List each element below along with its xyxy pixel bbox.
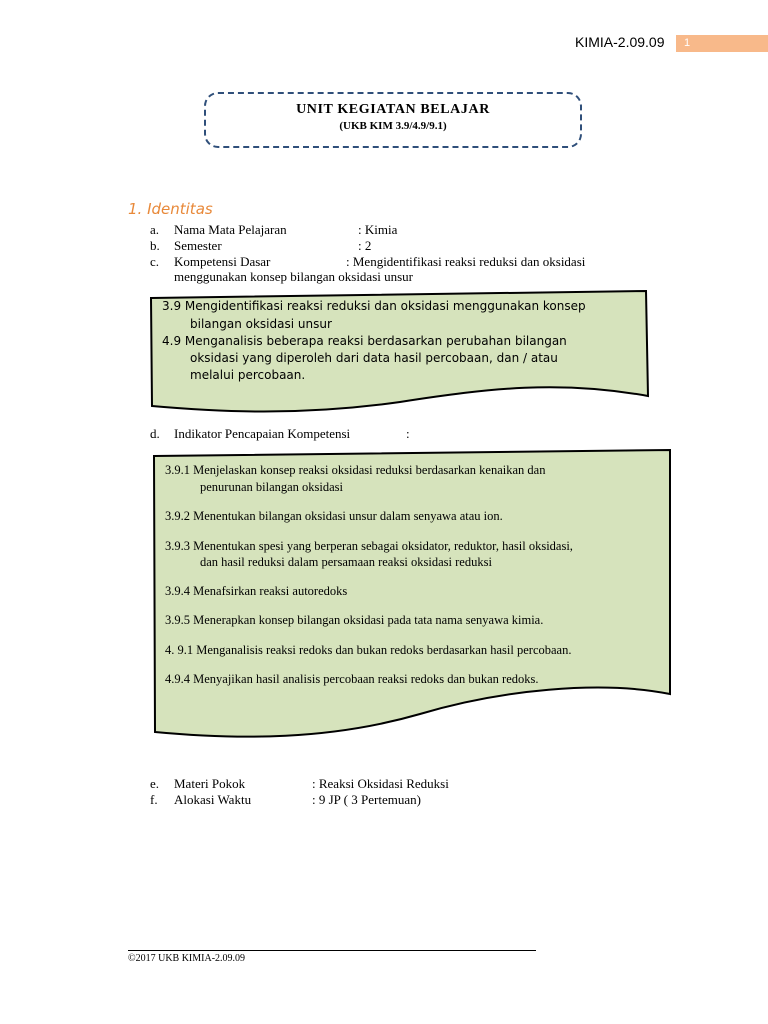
row-marker: a.	[150, 222, 160, 237]
row-marker: d.	[150, 426, 160, 441]
indikator-item-6: 4. 9.1 Menganalisis reaksi redoks dan bukan redoks berdasarkan hasil percobaan.	[165, 643, 572, 657]
indikator-item-3: 3.9.3 Menentukan spesi yang berperan sebagai oksidator, reduktor, hasil oksidasi,	[165, 539, 573, 553]
kompetensi-line-1: 3.9 Mengidentifikasi reaksi reduksi dan oksidasi menggunakan konsep	[162, 299, 586, 313]
row-label: Semester	[174, 238, 222, 253]
kompetensi-line-3: 4.9 Menganalisis beberapa reaksi berdasarkan perubahan bilangan	[162, 334, 567, 348]
row-value: :	[406, 426, 410, 441]
row-label: Kompetensi Dasar	[174, 254, 271, 269]
indikator-item-7: 4.9.4 Menyajikan hasil analisis percobaan reaksi redoks dan bukan redoks.	[165, 672, 539, 686]
row-value: : 2	[358, 238, 372, 253]
row-label: Alokasi Waktu	[174, 792, 252, 807]
indikator-item-1: 3.9.1 Menjelaskan konsep reaksi oksidasi reduksi berdasarkan kenaikan dan	[165, 463, 546, 477]
row-marker: c.	[150, 254, 160, 269]
footer-copyright: ©2017 UKB KIMIA-2.09.09	[128, 953, 246, 964]
row-label: Indikator Pencapaian Kompetensi	[174, 426, 351, 441]
indikator-item-2: 3.9.2 Menentukan bilangan oksidasi unsur dalam senyawa atau ion.	[165, 509, 503, 523]
row-label: Nama Mata Pelajaran	[174, 222, 287, 237]
row-value: : Mengidentifikasi reaksi reduksi dan oksidasi	[346, 254, 586, 269]
indikator-item-1-cont: penurunan bilangan oksidasi	[200, 480, 344, 494]
row-marker: e.	[150, 776, 160, 791]
row-value-continuation: menggunakan konsep bilangan oksidasi unsur	[174, 269, 414, 284]
kompetensi-line-2: bilangan oksidasi unsur	[190, 317, 332, 331]
indikator-item-3-cont: dan hasil reduksi dalam persamaan reaksi oksidasi reduksi	[200, 555, 492, 569]
kompetensi-line-4: oksidasi yang diperoleh dari data hasil percobaan, dan / atau	[190, 351, 558, 365]
row-value: : Kimia	[358, 222, 398, 237]
section-heading: 1. Identitas	[128, 200, 213, 218]
kompetensi-line-5: melalui percobaan.	[190, 368, 306, 382]
page-title: UNIT KEGIATAN BELAJAR	[296, 102, 490, 117]
row-value: : 9 JP ( 3 Pertemuan)	[312, 792, 421, 807]
row-label: Materi Pokok	[174, 776, 246, 791]
row-marker: f.	[150, 792, 158, 807]
row-value: : Reaksi Oksidasi Reduksi	[312, 776, 449, 791]
indikator-item-5: 3.9.5 Menerapkan konsep bilangan oksidasi pada tata nama senyawa kimia.	[165, 613, 544, 627]
document-code: KIMIA-2.09.09	[575, 34, 665, 50]
row-marker: b.	[150, 238, 160, 253]
page-subtitle: (UKB KIM 3.9/4.9/9.1)	[339, 120, 447, 132]
indikator-item-4: 3.9.4 Menafsirkan reaksi autoredoks	[165, 584, 348, 598]
footer-divider	[128, 950, 536, 951]
page-number-badge: 1	[676, 35, 768, 52]
